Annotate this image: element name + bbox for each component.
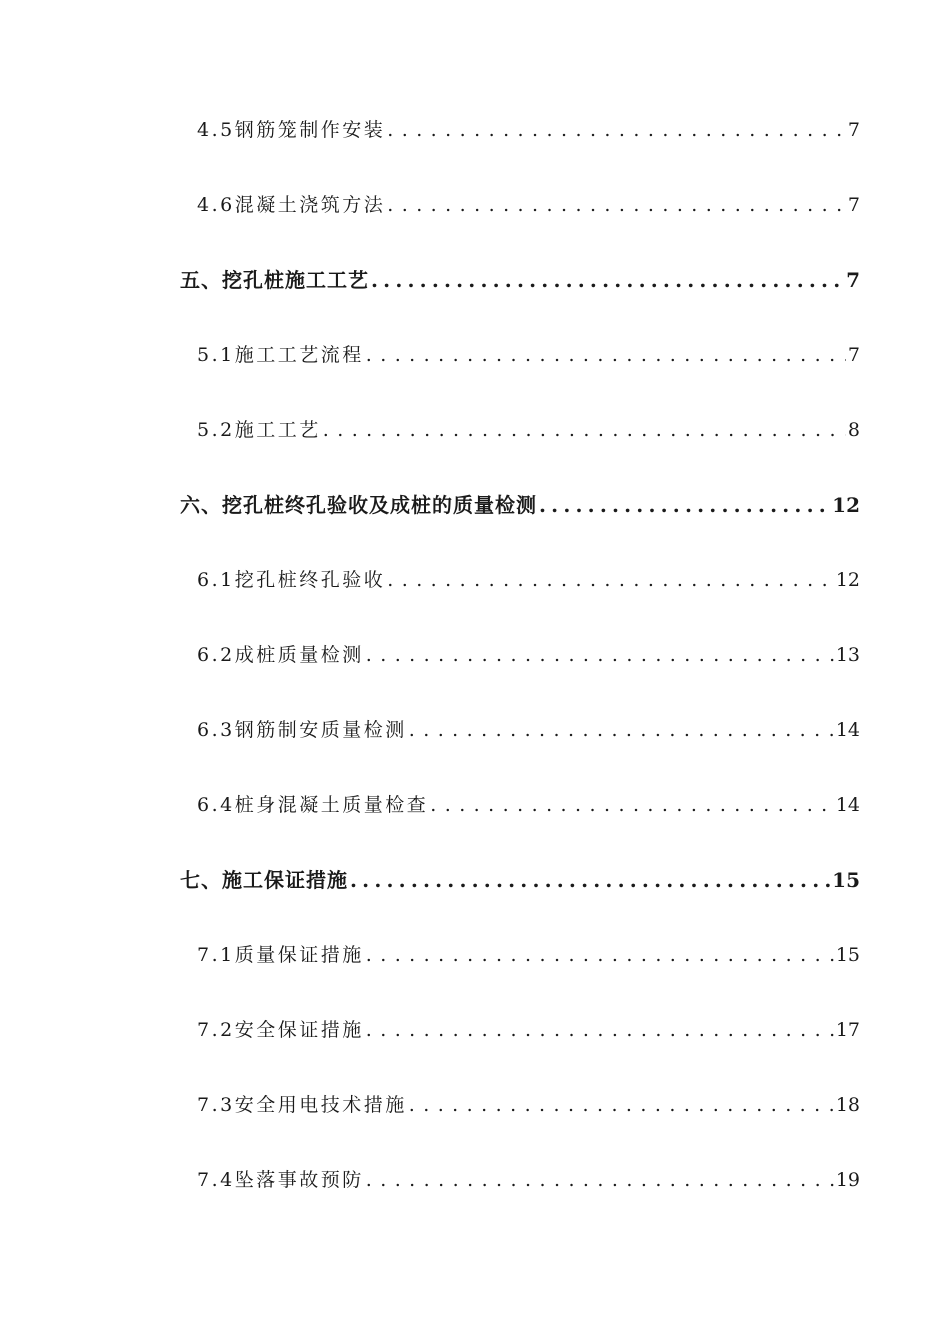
toc-entry-title: 成桩质量检测: [234, 644, 364, 666]
toc-entry-page: 17: [835, 1019, 860, 1041]
dot-leader: [539, 489, 830, 521]
toc-entry[interactable]: [180, 864, 860, 896]
toc-entry-number: 7.1: [197, 944, 235, 966]
toc-entry-number: 5.1: [197, 344, 235, 366]
toc-entry-number: 5.2: [197, 419, 235, 441]
toc-entry-title: 质量保证措施: [234, 944, 364, 966]
toc-entry-title: 混凝土浇筑方法: [234, 194, 386, 216]
toc-entry[interactable]: [180, 264, 860, 296]
toc-entry-page: 12: [832, 493, 860, 517]
toc-entry[interactable]: [197, 1014, 860, 1046]
toc-entry-number: 6.1: [197, 569, 235, 591]
toc-entry-number: 七、: [180, 868, 222, 892]
dot-leader: [409, 714, 834, 746]
toc-entry-number: 五、: [180, 268, 222, 292]
toc-entry[interactable]: [197, 789, 860, 821]
dot-leader: [387, 564, 834, 596]
dot-leader: [366, 1164, 834, 1196]
dot-leader: [430, 789, 834, 821]
toc-entry-number: 7.3: [197, 1094, 235, 1116]
toc-entry-page: 7: [847, 119, 860, 141]
toc-entry-page: 14: [835, 719, 860, 741]
toc-entry-page: 15: [835, 944, 860, 966]
dot-leader: [387, 114, 846, 146]
toc-entry-page: 7: [846, 268, 860, 292]
toc-entry-title: 施工保证措施: [222, 868, 348, 892]
toc-entry-title: 施工工艺: [234, 419, 321, 441]
toc-entry[interactable]: [197, 639, 860, 671]
dot-leader: [366, 1014, 834, 1046]
toc-entry-number: 6.2: [197, 644, 235, 666]
toc-entry-title: 挖孔桩终孔验收及成桩的质量检测: [222, 493, 537, 517]
toc-entry-page: 7: [847, 344, 860, 366]
dot-leader: [366, 939, 834, 971]
toc-entry-title: 挖孔桩施工工艺: [222, 268, 369, 292]
toc-entry[interactable]: [197, 114, 860, 146]
toc-entry-number: 6.4: [197, 794, 235, 816]
toc-entry-page: 8: [847, 419, 860, 441]
toc-entry-page: 15: [832, 868, 860, 892]
toc-entry-title: 施工工艺流程: [234, 344, 364, 366]
toc-entry-number: 7.2: [197, 1019, 235, 1041]
toc-entry-title: 安全用电技术措施: [234, 1094, 407, 1116]
toc-entry-page: 12: [835, 569, 860, 591]
toc-entry-number: 4.5: [197, 119, 235, 141]
toc-entry-page: 13: [835, 644, 860, 666]
toc-entry-number: 4.6: [197, 194, 235, 216]
dot-leader: [366, 339, 846, 371]
toc-entry-number: 六、: [180, 493, 222, 517]
toc-entry-title: 挖孔桩终孔验收: [234, 569, 386, 591]
dot-leader: [409, 1089, 834, 1121]
toc-entry-page: 19: [835, 1169, 860, 1191]
toc-entry[interactable]: [197, 339, 860, 371]
toc-entry[interactable]: [197, 189, 860, 221]
toc-entry-title: 钢筋制安质量检测: [234, 719, 407, 741]
dot-leader: [387, 189, 846, 221]
toc-entry-title: 安全保证措施: [234, 1019, 364, 1041]
toc-entry-title: 坠落事故预防: [234, 1169, 364, 1191]
toc-entry[interactable]: [197, 564, 860, 596]
toc-entry-number: 7.4: [197, 1169, 235, 1191]
toc-entry-number: 6.3: [197, 719, 235, 741]
dot-leader: [350, 864, 830, 896]
toc-entry[interactable]: [197, 939, 860, 971]
toc-entry[interactable]: [197, 714, 860, 746]
toc-entry[interactable]: [180, 489, 860, 521]
toc-entry[interactable]: [197, 414, 860, 446]
toc-entry[interactable]: [197, 1164, 860, 1196]
toc-entry[interactable]: [197, 1089, 860, 1121]
toc-entry-page: 7: [847, 194, 860, 216]
toc-entry-title: 桩身混凝土质量检查: [234, 794, 429, 816]
dot-leader: [371, 264, 844, 296]
toc-entry-page: 18: [835, 1094, 860, 1116]
toc-entry-title: 钢筋笼制作安装: [234, 119, 386, 141]
dot-leader: [366, 639, 834, 671]
dot-leader: [323, 414, 846, 446]
toc-entry-page: 14: [835, 794, 860, 816]
